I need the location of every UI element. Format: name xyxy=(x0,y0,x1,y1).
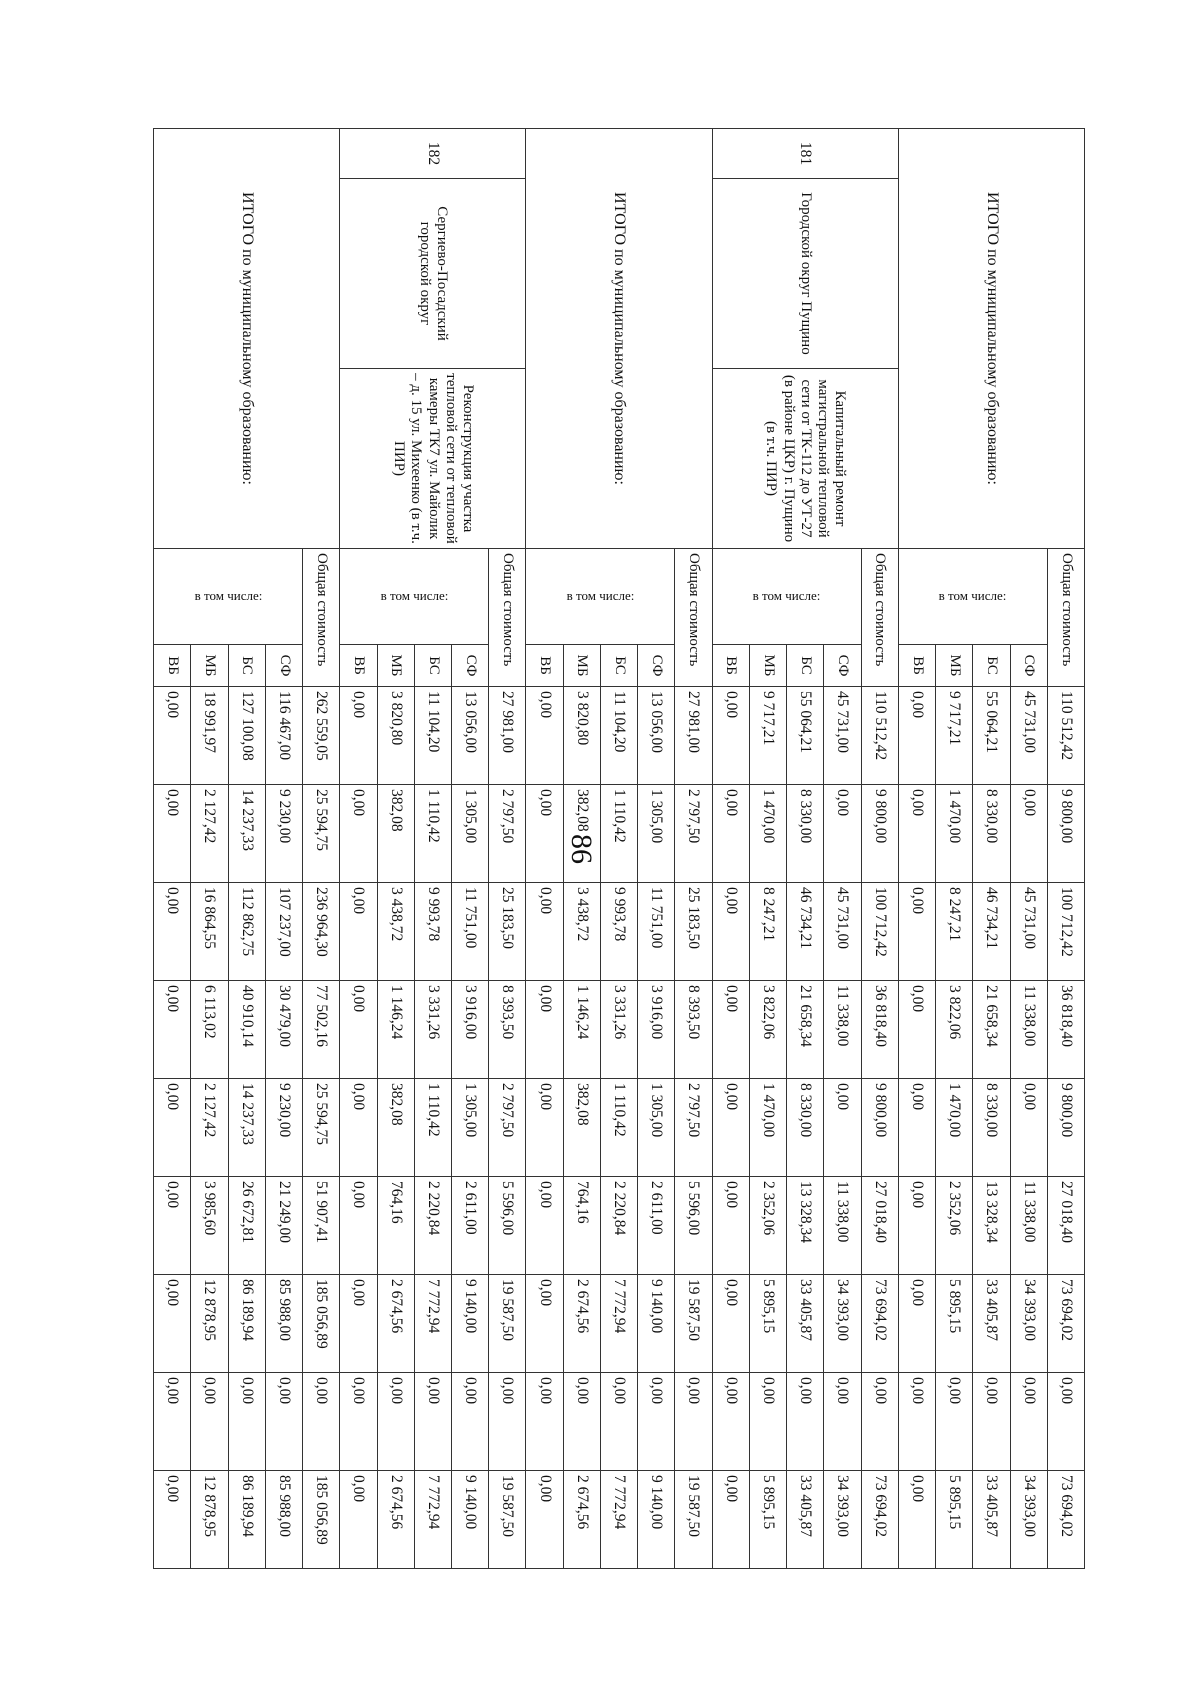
amount-cell: 0,00 xyxy=(1010,1079,1047,1177)
amount-cell: 46 734,21 xyxy=(787,883,824,981)
amount-cell: 45 731,00 xyxy=(824,883,861,981)
amount-cell: 0,00 xyxy=(824,785,861,883)
amount-cell: 2 611,00 xyxy=(452,1177,489,1275)
amount-cell: 14 237,33 xyxy=(228,785,265,883)
amount-cell: 86 189,94 xyxy=(228,1275,265,1373)
fund-source-label: МБ xyxy=(563,645,600,687)
amount-cell: 2 220,84 xyxy=(600,1177,637,1275)
amount-cell: 0,00 xyxy=(452,1373,489,1471)
amount-cell: 3 822,06 xyxy=(749,981,786,1079)
total-cost-label: Общая стоимость xyxy=(1047,549,1084,687)
amount-cell: 9 230,00 xyxy=(265,785,302,883)
amount-cell: 0,00 xyxy=(824,1373,861,1471)
amount-cell: 13 056,00 xyxy=(452,687,489,785)
amount-cell: 5 895,15 xyxy=(749,1471,786,1569)
amount-cell: 0,00 xyxy=(154,1079,191,1177)
amount-cell: 25 183,50 xyxy=(489,883,526,981)
amount-cell: 6 113,02 xyxy=(191,981,228,1079)
amount-cell: 0,00 xyxy=(526,1079,563,1177)
amount-cell: 2 674,56 xyxy=(377,1275,414,1373)
amount-cell: 0,00 xyxy=(712,883,749,981)
amount-cell: 0,00 xyxy=(265,1373,302,1471)
amount-cell: 0,00 xyxy=(526,981,563,1079)
amount-cell: 34 393,00 xyxy=(1010,1471,1047,1569)
amount-cell: 0,00 xyxy=(1010,785,1047,883)
amount-cell: 55 064,21 xyxy=(787,687,824,785)
amount-cell: 51 907,41 xyxy=(303,1177,340,1275)
amount-cell: 0,00 xyxy=(861,1373,898,1471)
amount-cell: 9 993,78 xyxy=(600,883,637,981)
amount-cell: 8 330,00 xyxy=(973,1079,1010,1177)
table-row xyxy=(489,129,526,1569)
amount-cell: 27 018,40 xyxy=(861,1177,898,1275)
amount-cell: 0,00 xyxy=(340,981,377,1079)
amount-cell: 2 797,50 xyxy=(489,1079,526,1177)
amount-cell: 0,00 xyxy=(898,1079,935,1177)
amount-cell: 0,00 xyxy=(154,1177,191,1275)
amount-cell: 0,00 xyxy=(638,1373,675,1471)
amount-cell: 25 183,50 xyxy=(675,883,712,981)
fund-source-label: СФ xyxy=(452,645,489,687)
amount-cell: 1 470,00 xyxy=(936,1079,973,1177)
amount-cell: 0,00 xyxy=(414,1373,451,1471)
amount-cell: 0,00 xyxy=(340,785,377,883)
amount-cell: 0,00 xyxy=(154,883,191,981)
amount-cell: 40 910,14 xyxy=(228,981,265,1079)
amount-cell: 382,08 xyxy=(377,1079,414,1177)
amount-cell: 8 330,00 xyxy=(787,785,824,883)
amount-cell: 1 305,00 xyxy=(452,1079,489,1177)
amount-cell: 46 734,21 xyxy=(973,883,1010,981)
amount-cell: 0,00 xyxy=(526,687,563,785)
amount-cell: 27 018,40 xyxy=(1047,1177,1084,1275)
fund-source-label: СФ xyxy=(824,645,861,687)
amount-cell: 34 393,00 xyxy=(824,1275,861,1373)
amount-cell: 0,00 xyxy=(936,1373,973,1471)
amount-cell: 33 405,87 xyxy=(973,1471,1010,1569)
amount-cell: 0,00 xyxy=(824,1079,861,1177)
amount-cell: 0,00 xyxy=(191,1373,228,1471)
amount-cell: 382,08 xyxy=(563,1079,600,1177)
amount-cell: 1 305,00 xyxy=(452,785,489,883)
amount-cell: 85 988,00 xyxy=(265,1275,302,1373)
total-label: ИТОГО по муниципальному образованию: xyxy=(526,129,712,549)
amount-cell: 262 559,05 xyxy=(303,687,340,785)
amount-cell: 1 470,00 xyxy=(749,785,786,883)
amount-cell: 0,00 xyxy=(898,981,935,1079)
amount-cell: 11 338,00 xyxy=(1010,1177,1047,1275)
amount-cell: 11 751,00 xyxy=(452,883,489,981)
amount-cell: 0,00 xyxy=(787,1373,824,1471)
amount-cell: 3 438,72 xyxy=(377,883,414,981)
amount-cell: 0,00 xyxy=(340,1275,377,1373)
amount-cell: 9 800,00 xyxy=(861,1079,898,1177)
fund-source-label: БС xyxy=(973,645,1010,687)
amount-cell: 0,00 xyxy=(377,1373,414,1471)
total-label: ИТОГО по муниципальному образованию: xyxy=(154,129,340,549)
table-row xyxy=(675,129,712,1569)
amount-cell: 0,00 xyxy=(898,785,935,883)
amount-cell: 8 247,21 xyxy=(936,883,973,981)
amount-cell: 2 352,06 xyxy=(936,1177,973,1275)
amount-cell: 25 594,75 xyxy=(303,1079,340,1177)
amount-cell: 127 100,08 xyxy=(228,687,265,785)
amount-cell: 0,00 xyxy=(526,1275,563,1373)
amount-cell: 3 820,80 xyxy=(563,687,600,785)
amount-cell: 3 916,00 xyxy=(638,981,675,1079)
amount-cell: 45 731,00 xyxy=(1010,687,1047,785)
table-row xyxy=(861,129,898,1569)
amount-cell: 112 862,75 xyxy=(228,883,265,981)
amount-cell: 0,00 xyxy=(154,1373,191,1471)
amount-cell: 0,00 xyxy=(1047,1373,1084,1471)
amount-cell: 0,00 xyxy=(898,1471,935,1569)
fund-source-label: МБ xyxy=(749,645,786,687)
amount-cell: 33 405,87 xyxy=(787,1275,824,1373)
amount-cell: 0,00 xyxy=(526,1471,563,1569)
amount-cell: 55 064,21 xyxy=(973,687,1010,785)
amount-cell: 382,08 xyxy=(377,785,414,883)
amount-cell: 0,00 xyxy=(898,1373,935,1471)
amount-cell: 3 331,26 xyxy=(600,981,637,1079)
amount-cell: 5 596,00 xyxy=(489,1177,526,1275)
amount-cell: 34 393,00 xyxy=(824,1471,861,1569)
amount-cell: 2 127,42 xyxy=(191,1079,228,1177)
amount-cell: 0,00 xyxy=(1010,1373,1047,1471)
amount-cell: 7 772,94 xyxy=(414,1275,451,1373)
total-cost-label: Общая стоимость xyxy=(675,549,712,687)
amount-cell: 764,16 xyxy=(377,1177,414,1275)
amount-cell: 9 993,78 xyxy=(414,883,451,981)
amount-cell: 13 056,00 xyxy=(638,687,675,785)
amount-cell: 1 110,42 xyxy=(600,785,637,883)
amount-cell: 8 330,00 xyxy=(787,1079,824,1177)
amount-cell: 9 140,00 xyxy=(638,1275,675,1373)
amount-cell: 9 230,00 xyxy=(265,1079,302,1177)
amount-cell: 5 895,15 xyxy=(749,1275,786,1373)
amount-cell: 73 694,02 xyxy=(1047,1471,1084,1569)
amount-cell: 0,00 xyxy=(154,1275,191,1373)
amount-cell: 11 104,20 xyxy=(414,687,451,785)
amount-cell: 382,08 xyxy=(563,785,600,883)
amount-cell: 1 110,42 xyxy=(600,1079,637,1177)
table-row xyxy=(1047,129,1084,1569)
amount-cell: 2 797,50 xyxy=(675,1079,712,1177)
including-label xyxy=(898,549,1047,645)
fund-source-label: БС xyxy=(414,645,451,687)
amount-cell: 8 247,21 xyxy=(749,883,786,981)
amount-cell: 0,00 xyxy=(154,785,191,883)
amount-cell: 100 712,42 xyxy=(861,883,898,981)
table-body xyxy=(154,129,1085,1569)
amount-cell: 11 751,00 xyxy=(638,883,675,981)
amount-cell: 11 338,00 xyxy=(824,1177,861,1275)
amount-cell: 27 981,00 xyxy=(489,687,526,785)
amount-cell: 0,00 xyxy=(340,1177,377,1275)
fund-source-label: СФ xyxy=(1010,645,1047,687)
amount-cell: 77 502,16 xyxy=(303,981,340,1079)
amount-cell: 110 512,42 xyxy=(1047,687,1084,785)
amount-cell: 0,00 xyxy=(228,1373,265,1471)
amount-cell: 107 237,00 xyxy=(265,883,302,981)
amount-cell: 0,00 xyxy=(712,981,749,1079)
amount-cell: 9 140,00 xyxy=(452,1275,489,1373)
amount-cell: 33 405,87 xyxy=(973,1275,1010,1373)
amount-cell: 0,00 xyxy=(712,785,749,883)
amount-cell: 0,00 xyxy=(898,1275,935,1373)
amount-cell: 11 338,00 xyxy=(1010,981,1047,1079)
amount-cell: 116 467,00 xyxy=(265,687,302,785)
total-cost-label: Общая стоимость xyxy=(861,549,898,687)
total-cost-label: Общая стоимость xyxy=(303,549,340,687)
fund-source-label: МБ xyxy=(377,645,414,687)
funding-table xyxy=(153,128,1085,1569)
fund-source-label: ВБ xyxy=(898,645,935,687)
fund-source-label: ВБ xyxy=(340,645,377,687)
amount-cell: 45 731,00 xyxy=(824,687,861,785)
fund-source-label: ВБ xyxy=(154,645,191,687)
amount-cell: 0,00 xyxy=(973,1373,1010,1471)
fund-source-label: СФ xyxy=(638,645,675,687)
amount-cell: 0,00 xyxy=(712,1471,749,1569)
amount-cell: 21 658,34 xyxy=(973,981,1010,1079)
amount-cell: 236 964,30 xyxy=(303,883,340,981)
amount-cell: 2 220,84 xyxy=(414,1177,451,1275)
amount-cell: 0,00 xyxy=(712,1275,749,1373)
amount-cell: 12 878,95 xyxy=(191,1275,228,1373)
amount-cell: 3 331,26 xyxy=(414,981,451,1079)
amount-cell: 0,00 xyxy=(712,1177,749,1275)
amount-cell: 2 674,56 xyxy=(563,1275,600,1373)
amount-cell: 7 772,94 xyxy=(600,1471,637,1569)
amount-cell: 0,00 xyxy=(712,1079,749,1177)
amount-cell: 7 772,94 xyxy=(414,1471,451,1569)
including-label xyxy=(340,549,489,645)
amount-cell: 1 305,00 xyxy=(638,1079,675,1177)
amount-cell: 0,00 xyxy=(526,883,563,981)
amount-cell: 13 328,34 xyxy=(973,1177,1010,1275)
amount-cell: 2 797,50 xyxy=(675,785,712,883)
total-cost-label: Общая стоимость xyxy=(489,549,526,687)
amount-cell: 45 731,00 xyxy=(1010,883,1047,981)
amount-cell: 1 146,24 xyxy=(377,981,414,1079)
amount-cell: 0,00 xyxy=(712,1373,749,1471)
amount-cell: 0,00 xyxy=(340,1471,377,1569)
amount-cell: 33 405,87 xyxy=(787,1471,824,1569)
amount-cell: 16 864,55 xyxy=(191,883,228,981)
amount-cell: 19 587,50 xyxy=(489,1471,526,1569)
amount-cell: 73 694,02 xyxy=(1047,1275,1084,1373)
amount-cell: 13 328,34 xyxy=(787,1177,824,1275)
including-text: в том числе: xyxy=(938,588,1007,604)
amount-cell: 0,00 xyxy=(340,687,377,785)
amount-cell: 0,00 xyxy=(898,883,935,981)
amount-cell: 73 694,02 xyxy=(861,1471,898,1569)
amount-cell: 1 305,00 xyxy=(638,785,675,883)
fund-source-label: МБ xyxy=(191,645,228,687)
amount-cell: 100 712,42 xyxy=(1047,883,1084,981)
fund-source-label: ВБ xyxy=(712,645,749,687)
amount-cell: 73 694,02 xyxy=(861,1275,898,1373)
amount-cell: 3 916,00 xyxy=(452,981,489,1079)
amount-cell: 9 717,21 xyxy=(749,687,786,785)
amount-cell: 86 189,94 xyxy=(228,1471,265,1569)
amount-cell: 2 611,00 xyxy=(638,1177,675,1275)
amount-cell: 14 237,33 xyxy=(228,1079,265,1177)
amount-cell: 12 878,95 xyxy=(191,1471,228,1569)
municipality-name: Сергиево-Посадский городской округ xyxy=(340,179,526,369)
amount-cell: 0,00 xyxy=(526,1373,563,1471)
amount-cell: 0,00 xyxy=(526,785,563,883)
object-description: Капитальный ремонт магистральной тепловой сети от ТК-112 до УТ-27 (в районе ЦКР) г. Пущино (в т.ч. ПИР) xyxy=(712,369,898,549)
amount-cell: 0,00 xyxy=(340,883,377,981)
amount-cell: 34 393,00 xyxy=(1010,1275,1047,1373)
amount-cell: 0,00 xyxy=(675,1373,712,1471)
amount-cell: 0,00 xyxy=(526,1177,563,1275)
amount-cell: 764,16 xyxy=(563,1177,600,1275)
amount-cell: 25 594,75 xyxy=(303,785,340,883)
amount-cell: 2 674,56 xyxy=(563,1471,600,1569)
amount-cell: 3 438,72 xyxy=(563,883,600,981)
including-text: в том числе: xyxy=(752,588,821,604)
amount-cell: 7 772,94 xyxy=(600,1275,637,1373)
amount-cell: 0,00 xyxy=(340,1373,377,1471)
item-number: 182 xyxy=(340,129,526,179)
amount-cell: 0,00 xyxy=(154,687,191,785)
amount-cell: 5 895,15 xyxy=(936,1275,973,1373)
item-number: 181 xyxy=(712,129,898,179)
amount-cell: 0,00 xyxy=(154,981,191,1079)
including-label xyxy=(712,549,861,645)
fund-source-label: БС xyxy=(787,645,824,687)
amount-cell: 9 140,00 xyxy=(638,1471,675,1569)
amount-cell: 2 352,06 xyxy=(749,1177,786,1275)
amount-cell: 1 470,00 xyxy=(936,785,973,883)
amount-cell: 0,00 xyxy=(898,687,935,785)
amount-cell: 11 104,20 xyxy=(600,687,637,785)
including-text: в том числе: xyxy=(566,588,635,604)
amount-cell: 18 991,97 xyxy=(191,687,228,785)
amount-cell: 3 985,60 xyxy=(191,1177,228,1275)
fund-source-label: БС xyxy=(600,645,637,687)
fund-source-label: СФ xyxy=(265,645,302,687)
municipality-name: Городской округ Пущино xyxy=(712,179,898,369)
amount-cell: 26 672,81 xyxy=(228,1177,265,1275)
amount-cell: 1 110,42 xyxy=(414,785,451,883)
amount-cell: 0,00 xyxy=(749,1373,786,1471)
amount-cell: 185 056,89 xyxy=(303,1471,340,1569)
amount-cell: 0,00 xyxy=(712,687,749,785)
amount-cell: 19 587,50 xyxy=(489,1275,526,1373)
page-number: 86 xyxy=(565,834,598,864)
amount-cell: 2 797,50 xyxy=(489,785,526,883)
rotated-table-frame xyxy=(153,128,1085,1568)
amount-cell: 185 056,89 xyxy=(303,1275,340,1373)
amount-cell: 3 820,80 xyxy=(377,687,414,785)
amount-cell: 0,00 xyxy=(154,1471,191,1569)
amount-cell: 0,00 xyxy=(600,1373,637,1471)
amount-cell: 8 393,50 xyxy=(489,981,526,1079)
amount-cell: 5 596,00 xyxy=(675,1177,712,1275)
fund-source-label: БС xyxy=(228,645,265,687)
amount-cell: 9 800,00 xyxy=(1047,1079,1084,1177)
including-label xyxy=(526,549,675,645)
amount-cell: 19 587,50 xyxy=(675,1275,712,1373)
object-description: Реконструкция участка тепловой сети от тепловой камеры ТК7 ул. Майолик – д. 15 ул. Михеенко (в т.ч. ПИР) xyxy=(340,369,526,549)
amount-cell: 9 717,21 xyxy=(936,687,973,785)
including-text: в том числе: xyxy=(194,588,262,604)
amount-cell: 2 674,56 xyxy=(377,1471,414,1569)
amount-cell: 36 818,40 xyxy=(1047,981,1084,1079)
amount-cell: 21 249,00 xyxy=(265,1177,302,1275)
amount-cell: 5 895,15 xyxy=(936,1471,973,1569)
table-row xyxy=(303,129,340,1569)
amount-cell: 0,00 xyxy=(340,1079,377,1177)
amount-cell: 21 658,34 xyxy=(787,981,824,1079)
total-label: ИТОГО по муниципальному образованию: xyxy=(898,129,1084,549)
amount-cell: 30 479,00 xyxy=(265,981,302,1079)
amount-cell: 110 512,42 xyxy=(861,687,898,785)
amount-cell: 1 110,42 xyxy=(414,1079,451,1177)
amount-cell: 1 470,00 xyxy=(749,1079,786,1177)
including-label xyxy=(154,549,303,645)
amount-cell: 8 393,50 xyxy=(675,981,712,1079)
amount-cell: 19 587,50 xyxy=(675,1471,712,1569)
fund-source-label: МБ xyxy=(936,645,973,687)
amount-cell: 36 818,40 xyxy=(861,981,898,1079)
amount-cell: 0,00 xyxy=(489,1373,526,1471)
amount-cell: 9 800,00 xyxy=(1047,785,1084,883)
amount-cell: 27 981,00 xyxy=(675,687,712,785)
amount-cell: 0,00 xyxy=(898,1177,935,1275)
amount-cell: 0,00 xyxy=(563,1373,600,1471)
amount-cell: 1 146,24 xyxy=(563,981,600,1079)
amount-cell: 0,00 xyxy=(303,1373,340,1471)
amount-cell: 9 800,00 xyxy=(861,785,898,883)
amount-cell: 3 822,06 xyxy=(936,981,973,1079)
including-text: в том числе: xyxy=(380,588,449,604)
amount-cell: 8 330,00 xyxy=(973,785,1010,883)
fund-source-label: ВБ xyxy=(526,645,563,687)
landscape-layout xyxy=(153,128,1085,1568)
amount-cell: 11 338,00 xyxy=(824,981,861,1079)
amount-cell: 9 140,00 xyxy=(452,1471,489,1569)
amount-cell: 2 127,42 xyxy=(191,785,228,883)
amount-cell: 85 988,00 xyxy=(265,1471,302,1569)
